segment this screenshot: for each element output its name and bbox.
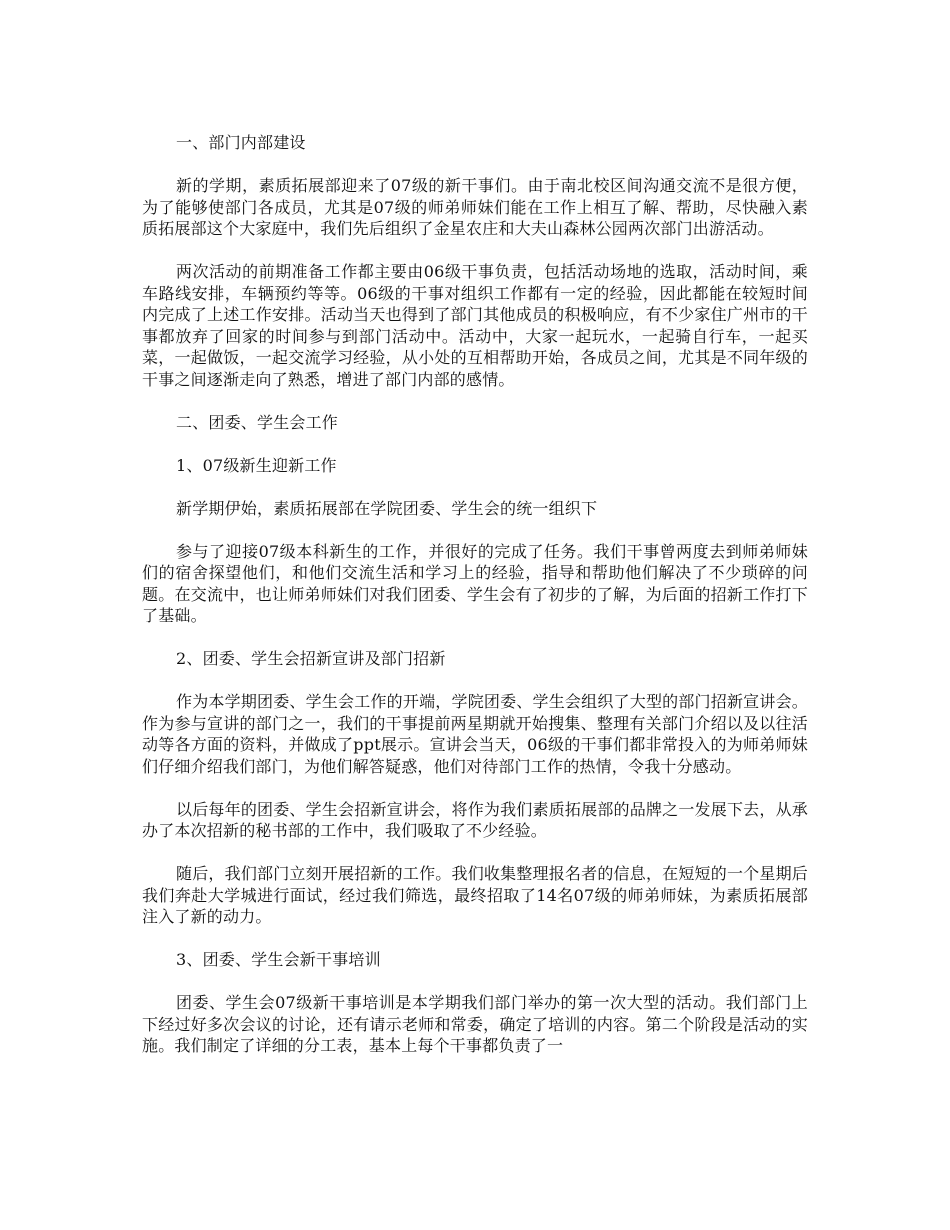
document-page [142, 132, 808, 1078]
section-heading-internal-building: 一、部门内部建设 [176, 133, 306, 152]
paragraph-outing-activities: 两次活动的前期准备工作都主要由06级干事负责，包括活动场地的选取，活动时间，乘车路线安排，车辆预约等等。06级的干事对组织工作都有一定的经验，因此都能在较短时间内完成了上述工作安排。活动当天也得到了部门其他成员的积极响应，有不少家住广州市的干事都放弃了回家的时间参与到部门活动中。活动中，大家一起玩水，一起骑自行车，一起买菜，一起做饭，一起交流学习经验，从小处的互相帮助开始，各成员之间，尤其是不同年级的干事之间逐渐走向了熟悉，增进了部门内部的感情。 [142, 262, 808, 389]
paragraph-welcome-freshmen: 参与了迎接07级本科新生的工作，并很好的完成了任务。我们干事曾两度去到师弟师妹们的宿舍探望他们，和他们交流生活和学习上的经验，指导和帮助他们解决了不少琐碎的问题。在交流中，也让师弟师妹们对我们团委、学生会有了初步的了解，为后面的招新工作打下了基础。 [142, 541, 808, 625]
paragraph-new-semester: 新的学期，素质拓展部迎来了07级的新干事们。由于南北校区间沟通交流不是很方便，为了能够使部门各成员，尤其是07级的师弟师妹们能在工作上相互了解、帮助，尽快融入素质拓展部这个大家庭中，我们先后组织了金星农庄和大夫山森林公园两次部门出游活动。 [142, 176, 808, 238]
subheading-recruitment-presentation: 2、团委、学生会招新宣讲及部门招新 [176, 649, 446, 668]
paragraph-brand-event: 以后每年的团委、学生会招新宣讲会，将作为我们素质拓展部的品牌之一发展下去，从承办了本次招新的秘书部的工作中，我们吸取了不少经验。 [142, 799, 808, 840]
paragraph-recruitment: 随后，我们部门立刻开展招新的工作。我们收集整理报名者的信息，在短短的一个星期后我们奔赴大学城进行面试，经过我们筛选，最终招取了14名07级的师弟师妹，为素质拓展部注入了新的动力。 [142, 864, 808, 926]
paragraph-presentation: 作为本学期团委、学生会工作的开端，学院团委、学生会组织了大型的部门招新宣讲会。作为参与宣讲的部门之一，我们的干事提前两星期就开始搜集、整理有关部门介绍以及以往活动等各方面的资料，并做成了ppt展示。宣讲会当天，06级的干事们都非常投入的为师弟师妹们仔细介绍我们部门，为他们解答疑惑，他们对待部门工作的热情，令我十分感动。 [142, 692, 808, 776]
subheading-new-staff-training: 3、团委、学生会新干事培训 [176, 950, 381, 969]
paragraph-semester-start: 新学期伊始，素质拓展部在学院团委、学生会的统一组织下 [176, 498, 598, 518]
paragraph-training: 团委、学生会07级新干事培训是本学期我们部门举办的第一次大型的活动。我们部门上下经过好多次会议的讨论，还有请示老师和常委，确定了培训的内容。第二个阶段是活动的实施。我们制定了详细的分工表，基本上每个干事都负责了一 [142, 993, 808, 1055]
subheading-freshman-welcome: 1、07级新生迎新工作 [176, 455, 337, 475]
section-heading-league-union-work: 二、团委、学生会工作 [176, 412, 339, 432]
